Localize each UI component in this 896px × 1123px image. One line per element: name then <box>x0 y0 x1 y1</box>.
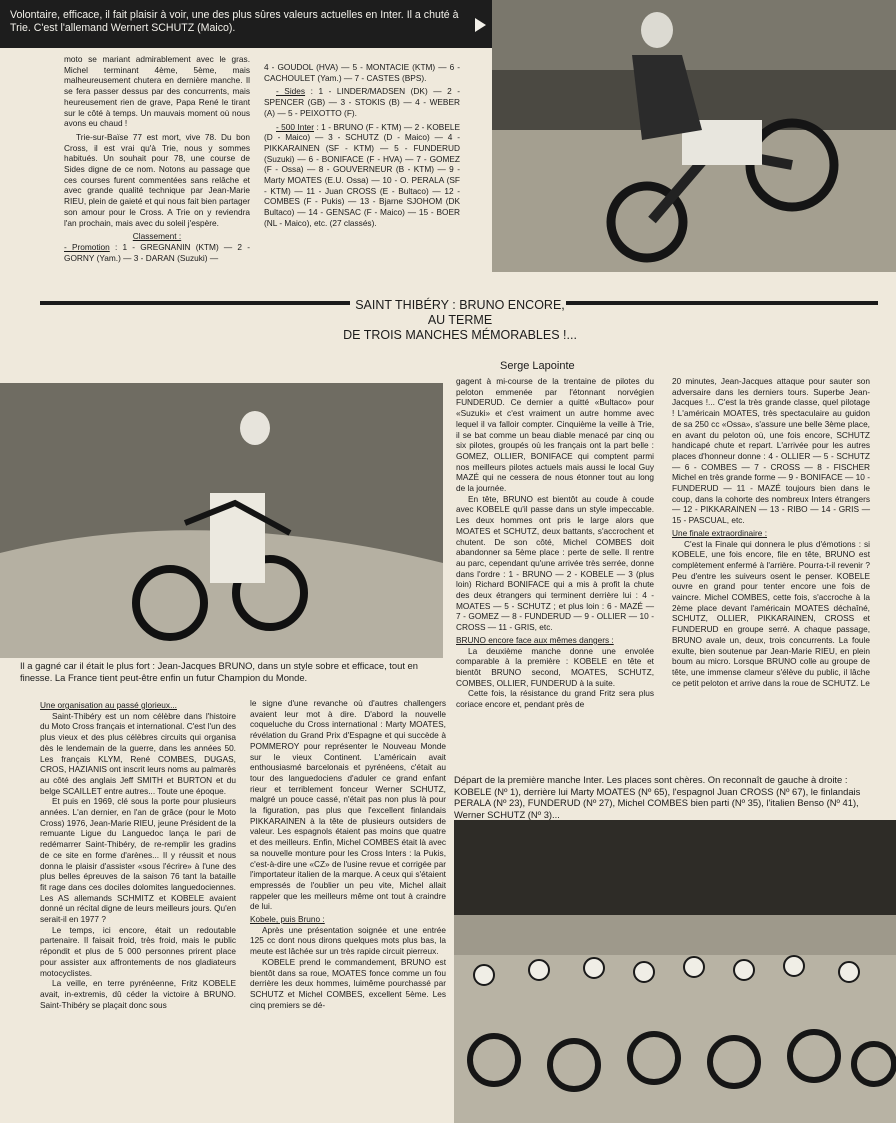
middle-paragraph-2: En tête, BRUNO est bientôt au coude à coude avec KOBELE qu'il passe dans un style impeccable. Les deux hommes ont pris le large alors que MOATES et SCHUTZ, deux battants, s'accrochent et chutent. De son côté, Michel COMBES doit abandonner sa 5ème place : perte de selle. Il rentre au parc, cependant qu'une arrivée très serrée, donne dans l'ordre : 1 - BRUNO — 2 - KOBELE — 3 (plus loin) Richard BONIFACE qui a mis à profit la chute des deux étrangers qui terminent derrière lui : 4 - MOATES — 5 - SCHUTZ ; et plus loin : 6 - MAZÉ — 7 - GOMEZ — 8 - FUNDERUD — 9 - OLLIER — 10 - CROSS — 11 - GRIS, etc. <box>456 493 654 633</box>
top-column-2 <box>264 62 460 229</box>
banner-text: Volontaire, efficace, il fait plaisir à voir, une des plus sûres valeurs actuelles en Inter. Il a chuté à Trie. C'est l'allemand Wernert SCHUTZ (Maico). <box>10 9 459 34</box>
bottom-col2-paragraph-1: le signe d'une revanche où d'autres challengers avaient leur mot à dire. D'abord la nouvelle coqueluche du Cross international : Marty MOATES, révélation du Grand Prix d'Espagne et qui succède à POMMEROY pour représenter le Nouveau Monde sur le vieux Continent. L'américain avait enthousiasmé barcelonais et pyrénéens, c'était au tour des languedociens d'aduler ce grand enfant rieur et terriblement fonceur Werner SCHUTZ, malgré un pouce cassé, n'était pas non plus là pour la figuration, pas plus que l'excellent finlandais PIKKARAINEN à la tête de plusieurs outsiders de valeur. Les espagnols étaient pas moins que quatre et des meilleurs. Enfin, Michel COMBES était là avec sa nouvelle monture pour les Cross Inters : la Pukis, c'est-à-dire une «CZ» de l'usine revue et corrigée par l'importateur italien de la marque. A ceux qui s'étaient empressés de l'oublier un peu vite, Michel allait rappeler que les meilleurs même ont tout à craindre de lui. <box>250 698 446 912</box>
headline-line-3: DE TROIS MANCHES MÉMORABLES !... <box>343 328 577 342</box>
middle-paragraph-1: gagent à mi-course de la trentaine de pilotes du peloton emmenée par l'étonnant norvégien FUNDERUD. Ce dernier a quitté «Bultaco» pour «Suzuki» et c'est vraiment un autre homme avec lequel il va falloir compter. Cinquième la veille à Trie, il se bat comme un beau diable menacé par cinq ou six pilotes, groupés où les français ont la part belle : GOMEZ, OLLIER, BONIFACE qui comptent parmi nos meilleurs pilotes actuels mais aussi le local Guy MAZÉ qui ne cessera de nous étonner tout au long de la journée. <box>456 376 654 494</box>
right-photo-caption: Départ de la première manche Inter. Les places sont chères. On reconnaît de gauche à droite : KOBELE (Nº 1), derrière lui Marty MOATES (Nº 65), l'espagnol Juan CROSS (Nº 67), le finlandais PERALA (Nº 23), FUNDERUD (Nº 27), Michel COMBES bien parti (Nº 35), l'italien Benso (Nº 41), Werner SCHUTZ (Nº 3)... <box>454 774 861 820</box>
middle-column <box>456 376 654 710</box>
right-paragraph-2: C'est la Finale qui donnera le plus d'émotions : si KOBELE, une fois encore, file en tête, BRUNO est complètement enfermé à l'arrière. Pourra-t-il revenir ? Peu d'entre les suiveurs osent le penser. KOBELE ouvre en grand pour tenter encore une fois de vaincre. Michel COMBES, cette fois, s'accroche à la 2ème place devant l'américain MOATES déchaîné, SCHUTZ, OLLIER, PIKKARAINEN, CROSS et FUNDERUD en groupe serré. A chaque passage, BRUNO avale un, deux, trois concurrents. La foule exulte, bien soutenue par Jean-Marie RIEU, en plein boum au micro. Lorsque BRUNO colle au groupe de tête, une immense clameur s'élève du public, il lâche ce petit peloton et arrive dans la roue de SCHUTZ. Le <box>672 538 870 688</box>
byline: Serge Lapointe <box>500 360 575 372</box>
motocross-rider-photo <box>492 0 896 272</box>
inter-results: : 1 - BRUNO (F - KTM) — 2 - KOBELE (D - Maico) — 3 - SCHUTZ (D - Maico) — 4 - PIKKARAINEN (SF - KTM) — 5 - FUNDERUD (Suzuki) — 6 - BONIFACE (F - HVA) — 7 - GOMEZ (F - Ossa) — 8 - GOUVERNEUR (B - KTM) — 9 - Marty MOATES (E.U. Ossa) — 10 - O. PERALA (SF - KTM) — 11 - Juan CROSS (E - Bultaco) — 12 - COMBES (F - Pukis) — 13 - Bjarne SJOHOM (DK Bultaco) — 14 - GENSAC (F - Maico) — 15 - BOER (NL - Maico), etc. (27 classés). <box>264 121 460 228</box>
classement-label: Classement : <box>132 231 182 242</box>
top-column-1 <box>64 54 250 263</box>
bottom-col2-paragraph-3: KOBELE prend le commandement, BRUNO est bientôt dans sa roue, MOATES fonce comme un fou derrière les deux hommes, luimême pourchassé par SCHUTZ et Michel COMBES, excellent 5ème. Les cinq premiers se dé- <box>250 956 446 1010</box>
promotion-results: : 1 - GREGNANIN (KTM) — 2 - GORNY (Yam.) — 3 - DARAN (Suzuki) — <box>64 241 250 263</box>
right-paragraph-1: 20 minutes, Jean-Jacques attaque pour sauter son adversaire dans les derniers tours. Superbe Jean-Jacques !... C'est la très grande classe, quel pilotage ! L'américain MOATES, très spectaculaire au guidon de sa 250 cc «Ossa», s'assure une belle 3ème place, en avant du peloton où, une fois encore, SCHUTZ handicapé chute et repart. L'arrivée pour les autres places d'honneur donne : 4 - OLLIER — 5 - SCHUTZ — 6 - COMBES — 7 - CROSS — 8 - FISCHER Michel en très grande forme — 9 - BONIFACE — 10 - FUNDERUD — 11 - MAZÉ toujours bien dans le coup, dans la cohorte des nombreux Inters étrangers — 12 - PIKKARAINEN — 13 - RIBO — 14 - GRIS — 15 - PASCUAL, etc. <box>672 376 870 526</box>
middle-subheading: BRUNO encore face aux mêmes dangers : <box>456 634 614 645</box>
caption-banner <box>0 0 492 48</box>
bottom-col1-paragraph-2: Et puis en 1969, clé sous la porte pour plusieurs années. L'an dernier, en l'an de grâce (pour le Moto Cross) 1976, Jean-Marie RIEU, jeune Président de la remuante Ligue du Languedoc lança le pari de redémarrer Saint-Thibéry, de re-remplir les gradins de ce site en forme d'arènes... Il y réussit et nous donna le plaisir d'assister «sous l'écrire» à l'une des plus belles épreuves de la saison 76 tant la bataille fit rage dans ces dociles dolomites languedociennes. Les AS allemands SCHMITZ et KOBELE avaient donné un récital digne de leurs meilleurs jours. Qu'en serait-il en 1977 ? <box>40 796 236 925</box>
top-col2-paragraph-1: 4 - GOUDOL (HVA) — 5 - MONTACIE (KTM) — 6 - CACHOULET (Yam.) — 7 - CASTES (BPS). <box>264 62 460 83</box>
headline <box>300 298 620 343</box>
race-start-photo <box>454 820 896 1123</box>
bottom-col1-paragraph-4: La veille, en terre pyrénéenne, Fritz KOBELE avait, in-extremis, dû céder la victoire à BRUNO. Saint-Thibéry se plaçait donc sous <box>40 978 236 1010</box>
left-photo-caption: Il a gagné car il était le plus fort : Jean-Jacques BRUNO, dans un style sobre et efficace, tout en finesse. La France tient peut-être enfin un futur Champion du Monde. <box>20 660 418 683</box>
right-subheading: Une finale extraordinaire : <box>672 527 768 538</box>
bottom-col2-subheading: Kobele, puis Bruno : <box>250 914 325 925</box>
bottom-col2-paragraph-2: Après une présentation soignée et une entrée 125 cc dont nous dirons quelques mots plus bas, la meute est lâchée sur un très rapide circuit pierreux. <box>250 924 446 957</box>
play-arrow-icon <box>475 18 486 32</box>
bottom-column-2 <box>250 698 446 1010</box>
sides-results: : 1 - LINDER/MADSEN (DK) — 2 - SPENCER (GB) — 3 - STOKIS (B) — 4 - WEBER (A) — 5 - PEIXOTTO (F). <box>264 86 461 118</box>
headline-line-1: SAINT THIBÉRY : BRUNO ENCORE, <box>355 298 565 312</box>
inter-label: - 500 Inter <box>276 121 315 132</box>
promotion-label: - Promotion <box>64 241 110 252</box>
sides-label: - Sides <box>276 86 306 97</box>
headline-line-2: AU TERME <box>427 313 493 327</box>
middle-paragraph-3: La deuxième manche donne une envolée comparable à la première : KOBELE en tête et bientôt BRUNO second, MOATES, SCHUTZ, COMBES, OLLIER, FUNDERUD à la suite. <box>456 645 654 688</box>
top-col1-paragraph-1: moto se mariant admirablement avec le gras. Michel terminant 4ème, 5ème, mais malheureusement chutera en dernière manche. Il se fera passer dessus par des concurrents, mais heureusement rien de grave, Papa René le tirant sur le côté à temps. Un mauvais moment où nous avons eu chaud ! <box>64 54 250 129</box>
bottom-col1-paragraph-1: Saint-Thibéry est un nom célèbre dans l'histoire du Moto Cross français et international. C'est l'un des plus vieux et des plus célèbres circuits qui organisa dès le lendemain de la guerre, dans les années 50. Les français KLYM, René COMBES, DUGAS, CROS, HAZIANIS ont inscrit leurs noms au palmarès au côté des anglais Jeff SMITH et BURTON et du belge SCAILLET entre autres... Toute une époque. <box>40 710 236 796</box>
bottom-col1-subheading: Une organisation au passé glorieux... <box>40 700 177 710</box>
middle-paragraph-4: Cette fois, la résistance du grand Fritz sera plus coriace encore et, pendant près de <box>456 688 654 710</box>
bottom-column-1 <box>40 698 236 1010</box>
top-col1-paragraph-2: Trie-sur-Baïse 77 est mort, vive 78. Du bon Cross, il est vrai qu'à Trie, nous y sommes habitués. Un souhait pour 78, une course de Sides digne de ce nom. Notons au passage que ces courses furent commentées sans relâche et avec grande qualité technique par Jean-Marie RIEU, plein de gaieté et qui nous fait bien partager son amour pour le Cross. A Trie on y reviendra l'an prochain, mais avec du soleil j'espère. <box>64 131 250 228</box>
bottom-col1-paragraph-3: Le temps, ici encore, était un redoutable partenaire. Il faisait froid, très froid, mais le public répondit et plus de 5 000 personnes prirent place pour assister aux affrontements de nos gladiateurs motocyclistes. <box>40 924 236 978</box>
right-column <box>672 376 870 688</box>
bruno-rider-photo <box>0 383 443 658</box>
